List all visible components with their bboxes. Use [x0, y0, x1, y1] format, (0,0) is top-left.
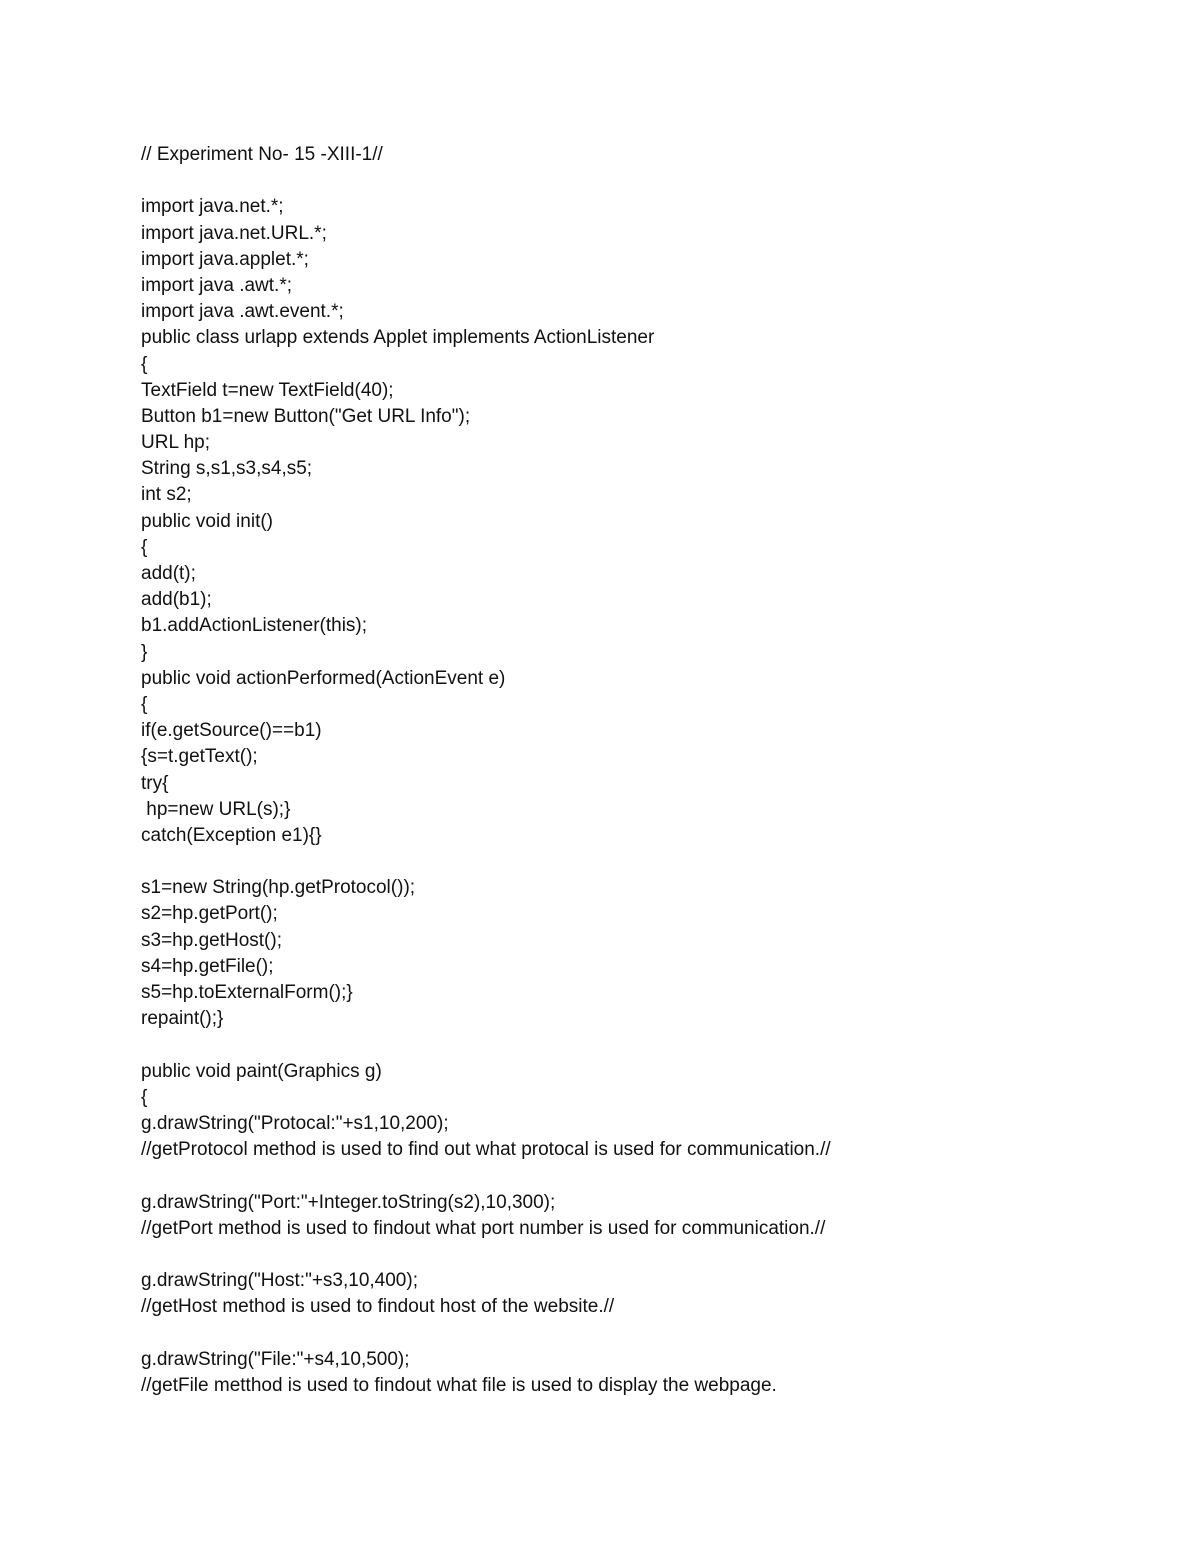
code-line: add(b1);	[141, 589, 212, 611]
code-line: int s2;	[141, 484, 192, 506]
code-line: public void init()	[141, 510, 273, 532]
code-line: import java.net.URL.*;	[141, 222, 327, 244]
code-line: import java.net.*;	[141, 196, 284, 218]
code-line: //getProtocol method is used to find out what protocal is used for communication.//	[141, 1139, 831, 1161]
code-line: g.drawString("Protocal:"+s1,10,200);	[141, 1112, 449, 1134]
code-listing	[141, 142, 1141, 1399]
code-line: repaint();}	[141, 1008, 224, 1030]
code-line	[141, 168, 1141, 194]
code-line: //getFile metthod is used to findout what file is used to display the webpage.	[141, 1374, 777, 1396]
code-line: {	[141, 1086, 148, 1108]
code-line	[141, 1320, 1141, 1346]
code-line: catch(Exception e1){}	[141, 824, 322, 846]
code-line: }	[141, 641, 148, 663]
code-line: // Experiment No- 15 -XIII-1//	[141, 144, 383, 165]
code-line: import java .awt.event.*;	[141, 301, 344, 323]
code-line: s1=new String(hp.getProtocol());	[141, 877, 416, 899]
code-line	[141, 1163, 1141, 1189]
code-line	[141, 1242, 1141, 1268]
code-line: {	[141, 353, 148, 375]
code-line: TextField t=new TextField(40);	[141, 379, 394, 401]
code-line: g.drawString("File:"+s4,10,500);	[141, 1348, 410, 1370]
code-line: add(t);	[141, 563, 196, 584]
code-line: String s,s1,s3,s4,s5;	[141, 458, 313, 480]
code-line: s4=hp.getFile();	[141, 955, 274, 977]
code-line: public class urlapp extends Applet implements ActionListener	[141, 327, 655, 349]
code-line: {s=t.getText();	[141, 746, 258, 768]
code-line: s2=hp.getPort();	[141, 903, 278, 925]
code-line: s3=hp.getHost();	[141, 929, 282, 951]
code-line: public void actionPerformed(ActionEvent e)	[141, 667, 506, 689]
code-line: //getPort method is used to findout what port number is used for communication.//	[141, 1217, 826, 1239]
code-line: s5=hp.toExternalForm();}	[141, 982, 353, 1003]
code-line: import java.applet.*;	[141, 248, 309, 270]
code-line	[141, 849, 1141, 875]
code-line: hp=new URL(s);}	[141, 798, 291, 820]
code-line: public void paint(Graphics g)	[141, 1060, 382, 1082]
code-line: URL hp;	[141, 432, 210, 454]
code-line: {	[141, 536, 148, 558]
code-line: g.drawString("Host:"+s3,10,400);	[141, 1270, 418, 1292]
code-line: if(e.getSource()==b1)	[141, 720, 322, 742]
code-line: {	[141, 693, 148, 715]
code-line: g.drawString("Port:"+Integer.toString(s2),10,300);	[141, 1191, 556, 1213]
code-line: //getHost method is used to findout host of the website.//	[141, 1296, 615, 1318]
code-line	[141, 1032, 1141, 1058]
code-line: Button b1=new Button("Get URL Info");	[141, 405, 471, 427]
code-line: import java .awt.*;	[141, 274, 292, 296]
code-line: try{	[141, 772, 169, 794]
code-line: b1.addActionListener(this);	[141, 615, 368, 637]
